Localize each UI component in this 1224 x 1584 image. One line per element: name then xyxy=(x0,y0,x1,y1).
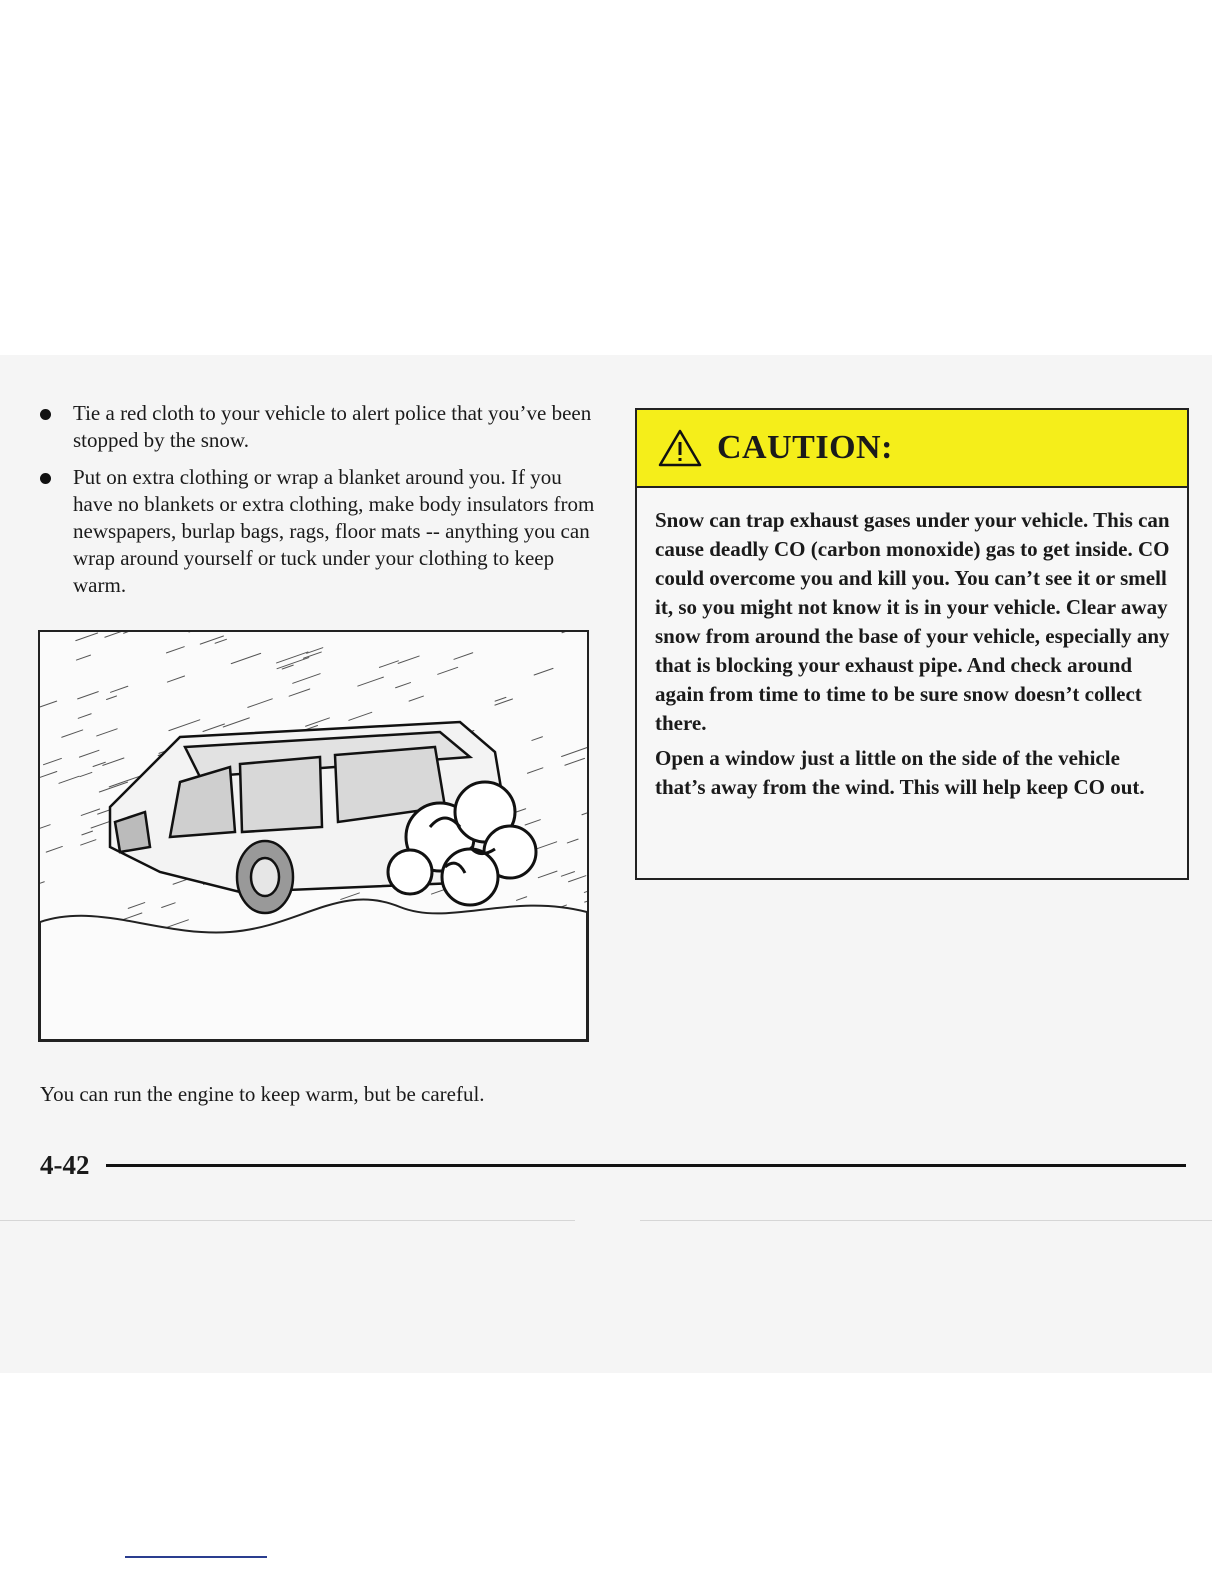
list-item xyxy=(38,464,598,599)
snow-streak xyxy=(398,656,419,663)
caution-paragraph: Open a window just a little on the side of the vehicle that’s away from the wind. This will help keep CO out. xyxy=(655,746,1145,799)
snow-streak xyxy=(562,746,587,756)
snow-streak xyxy=(78,692,99,699)
snow-streak xyxy=(277,652,308,663)
snow-streak xyxy=(306,718,330,726)
snow-streak xyxy=(277,658,309,669)
snow-streak xyxy=(215,639,226,643)
snow-streak xyxy=(517,897,527,901)
snow-streak xyxy=(438,667,458,674)
bullet-text: Tie a red cloth to your vehicle to alert police that you’ve been stopped by the snow. xyxy=(73,401,592,452)
caution-body xyxy=(637,488,1187,802)
snow-streak xyxy=(40,701,56,707)
page-number: 4-42 xyxy=(40,1150,90,1180)
snow-streak xyxy=(167,676,184,682)
snow-streak xyxy=(200,636,223,644)
snow-streak xyxy=(62,730,83,737)
snow-streak xyxy=(231,653,260,663)
caution-paragraph: Snow can trap exhaust gases under your vehicle. This can cause deadly CO (carbon monoxide) gas to get inside. CO could overcome you and kill you. You can’t see it or smell it, so you might not know it is in your vehicle. Clear away snow from around the base of your vehicle, especially any that is blocking your exhaust pipe. And check around again from time to time to be sure snow doesn’t collect there. xyxy=(655,508,1170,735)
snow-streak xyxy=(124,632,153,633)
snow-streak xyxy=(81,809,99,815)
snow-streak xyxy=(349,712,372,720)
bullet-icon xyxy=(40,409,51,420)
snow-streak xyxy=(40,825,50,832)
snow-streak xyxy=(396,683,411,688)
snow-streak xyxy=(223,718,249,727)
bullet-list xyxy=(38,400,598,609)
caution-title: CAUTION: xyxy=(717,429,893,466)
snow-streak xyxy=(293,674,320,684)
divider xyxy=(640,1220,1212,1221)
snow-streak xyxy=(582,809,587,814)
page-footer xyxy=(40,1147,1186,1187)
snow-streak xyxy=(538,871,557,878)
snow-streak xyxy=(76,633,98,641)
list-item xyxy=(38,400,598,454)
snow-streak xyxy=(495,697,506,701)
snow-streak xyxy=(97,729,117,736)
snow-streak xyxy=(79,750,99,757)
snow-streak xyxy=(561,872,574,877)
snow-streak xyxy=(103,758,124,765)
snow-streak xyxy=(111,686,128,692)
footer-rule xyxy=(106,1164,1186,1167)
snow-streak xyxy=(166,647,184,653)
snow-streak xyxy=(162,903,175,908)
snow-streak xyxy=(248,699,272,708)
snow-streak xyxy=(78,714,91,719)
snowbound-vehicle-illustration xyxy=(38,630,589,1042)
divider xyxy=(0,1220,575,1221)
snow-streak xyxy=(289,689,310,696)
snow-streak xyxy=(91,821,110,828)
snow-streak xyxy=(525,820,540,825)
snow-streak xyxy=(282,665,293,669)
snow-streak xyxy=(534,668,553,675)
snow-streak xyxy=(105,632,131,637)
bottom-link-rule xyxy=(125,1556,267,1558)
snow-streak xyxy=(76,655,90,660)
body-paragraph: You can run the engine to keep warm, but be careful. xyxy=(40,1082,485,1106)
snow-streak xyxy=(409,696,423,701)
bullet-text: Put on extra clothing or wrap a blanket around you. If you have no blankets or extra clothing, make body insulators from newspapers, burlap bags, rags, floor mats -- anything you can wrap around yourself or tuck under your clothing to keep warm. xyxy=(73,465,595,597)
snow-drift xyxy=(40,899,587,1040)
snow-streak xyxy=(40,772,57,780)
snow-streak xyxy=(567,839,578,843)
snow-streak xyxy=(358,677,384,686)
bullet-icon xyxy=(40,473,51,484)
snow-streak xyxy=(107,696,117,700)
snow-streak xyxy=(341,893,360,900)
snow-streak xyxy=(584,883,587,893)
snow-streak xyxy=(169,720,200,731)
warning-triangle-icon xyxy=(657,428,703,468)
snow-streak xyxy=(46,846,62,852)
caution-box xyxy=(635,408,1189,880)
caution-header xyxy=(637,410,1187,488)
snow-streak xyxy=(569,876,586,882)
snow-streak xyxy=(128,903,145,909)
snow-streak xyxy=(82,831,93,835)
snow-streak xyxy=(81,840,96,845)
snow-streak xyxy=(80,772,92,776)
snow-streak xyxy=(562,632,579,633)
snow-streak xyxy=(164,920,188,928)
snow-streak xyxy=(203,724,224,732)
snow-streak xyxy=(532,737,543,741)
snow-streak xyxy=(93,762,105,766)
snow-streak xyxy=(537,842,556,849)
snow-streak xyxy=(585,897,587,902)
snow-streak xyxy=(99,782,127,792)
snow-streak xyxy=(40,882,44,886)
snow-streak xyxy=(565,758,585,765)
snow-streak xyxy=(59,776,79,783)
snow-streak xyxy=(379,661,398,668)
snow-streak xyxy=(527,768,542,773)
snow-streak xyxy=(43,758,61,764)
snow-streak xyxy=(454,653,473,660)
